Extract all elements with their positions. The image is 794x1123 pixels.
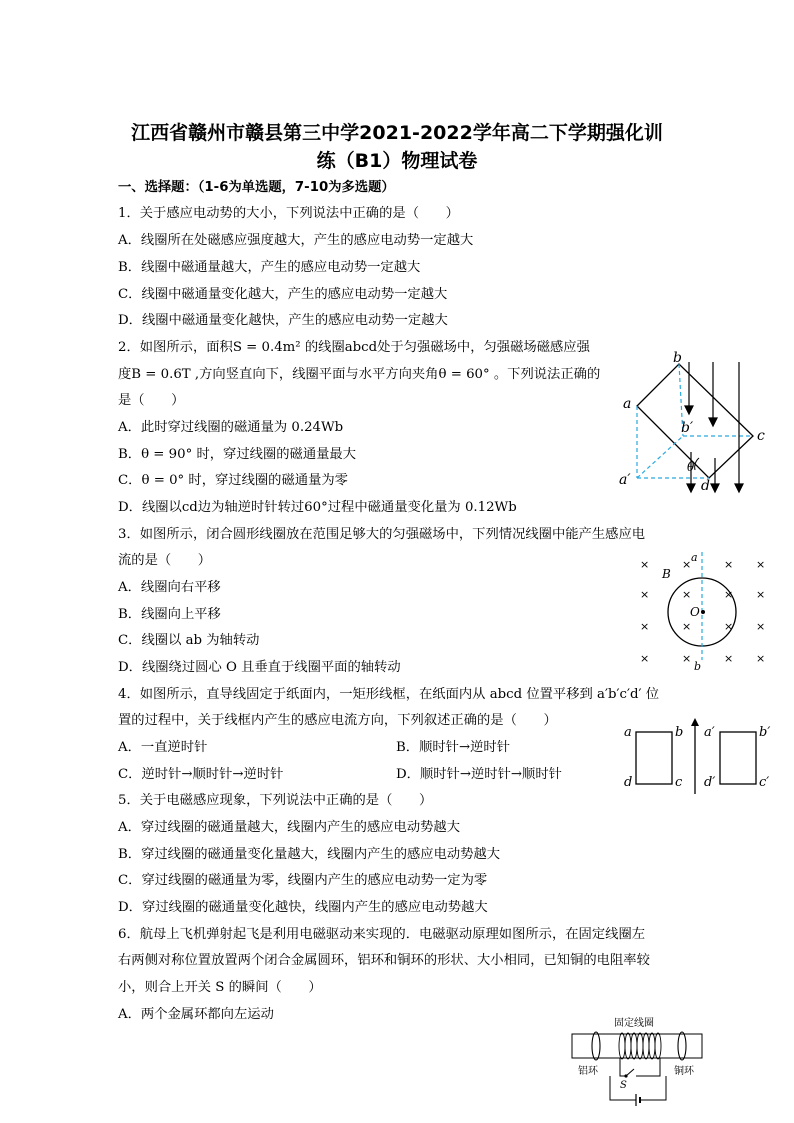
q3-field-cross: ×	[640, 652, 650, 665]
q4-option-c: C．逆时针→顺时针→逆时针	[118, 767, 284, 782]
q2-label-a: a	[623, 396, 632, 412]
q5-option-a: A．穿过线圈的磁通量越大，线圈内产生的感应电动势越大	[118, 820, 461, 835]
q4-label-c: c	[675, 775, 683, 790]
q2-option-c: C．θ = 0° 时，穿过线圈的磁通量为零	[118, 473, 348, 488]
q3-stem-line2: 流的是（ ）	[118, 553, 212, 568]
q3-field-cross: ×	[682, 620, 692, 633]
q2-label-theta: θ	[687, 460, 695, 474]
q1-stem: 1．关于感应电动势的大小，下列说法中正确的是（ ）	[118, 206, 459, 221]
q4-label-c-prime: c′	[759, 775, 770, 790]
q3-figure	[632, 548, 772, 674]
q3-field-cross: ×	[724, 620, 734, 633]
q6-label-aluminum-ring: 铝环	[578, 1066, 598, 1077]
q4-stem-line1: 4．如图所示，直导线固定于纸面内，一矩形线框，在纸面内从 abcd 位置平移到 a′b′c′d′ 位	[118, 687, 660, 702]
page-title-line1: 江西省赣州市赣县第三中学2021-2022学年高二下学期强化训	[131, 122, 663, 144]
q3-stem-line1: 3．如图所示，闭合圆形线圈放在范围足够大的匀强磁场中，下列情况线圈中能产生感应电	[118, 527, 646, 542]
q3-option-d: D．线圈绕过圆心 O 且垂直于线圈平面的轴转动	[118, 660, 401, 675]
q3-field-cross: ×	[640, 620, 650, 633]
q2-stem-line2: 度B = 0.6T ,方向竖直向下，线圈平面与水平方向夹角θ = 60° 。下列说法正确的	[118, 367, 601, 382]
q4-label-b: b	[675, 725, 684, 740]
q5-option-d: D．穿过线圈的磁通量变化越快，线圈内产生的感应电动势越大	[118, 900, 488, 915]
q4-stem-line2: 置的过程中，关于线框内产生的感应电流方向，下列叙述正确的是（ ）	[118, 713, 557, 728]
q3-option-b: B．线圈向上平移	[118, 607, 221, 622]
q3-field-cross: ×	[756, 652, 766, 665]
q3-option-c: C．线圈以 ab 为轴转动	[118, 633, 260, 648]
q3-field-cross: ×	[682, 652, 692, 665]
q3-label-b: b	[694, 660, 702, 673]
q3-label-B: B	[662, 567, 671, 581]
q4-option-b: B．顺时针→逆时针	[396, 740, 510, 755]
q3-field-cross: ×	[724, 558, 734, 571]
q1-option-c: C．线圈中磁通量变化越大，产生的感应电动势一定越大	[118, 287, 448, 302]
section-heading: 一、选择题：（1-6为单选题，7-10为多选题）	[118, 180, 395, 195]
q3-field-cross: ×	[756, 620, 766, 633]
page-title-line2: 练（B1）物理试卷	[316, 150, 478, 172]
q2-label-a-prime: a′	[619, 472, 631, 488]
q6-label-switch: S	[620, 1080, 627, 1091]
q1-option-d: D．线圈中磁通量变化越快，产生的感应电动势一定越大	[118, 313, 448, 328]
q3-field-cross: ×	[756, 588, 766, 601]
q2-stem-line1: 2．如图所示，面积S = 0.4m² 的线圈abcd处于匀强磁场中，匀强磁场磁感应强	[118, 340, 590, 355]
q2-label-b: b	[673, 350, 682, 366]
q4-label-a: a	[624, 725, 632, 740]
q6-label-coil: 固定线圈	[614, 1018, 654, 1029]
q2-option-b: B．θ = 90° 时，穿过线圈的磁通量最大	[118, 447, 357, 462]
q4-label-a-prime: a′	[704, 725, 715, 740]
q3-field-cross: ×	[756, 558, 766, 571]
q4-label-b-prime: b′	[759, 725, 771, 740]
q2-label-d: d	[701, 478, 710, 494]
q3-field-cross: ×	[640, 558, 650, 571]
q2-option-d: D．线圈以cd边为轴逆时针转过60°过程中磁通量变化量为 0.12Wb	[118, 500, 517, 515]
q3-label-a: a	[691, 551, 698, 564]
q4-label-d-prime: d′	[704, 775, 716, 790]
q2-figure	[615, 350, 775, 500]
q6-stem-line2: 右两侧对称位置放置两个闭合金属圆环，铝环和铜环的形状、大小相同，已知铜的电阻率较	[118, 953, 650, 968]
q4-option-a: A．一直逆时针	[118, 740, 208, 755]
q6-stem-line1: 6．航母上飞机弹射起飞是利用电磁驱动来实现的．电磁驱动原理如图所示，在固定线圈左	[118, 927, 646, 942]
q3-field-cross: ×	[682, 588, 692, 601]
q3-field-cross: ×	[724, 652, 734, 665]
q2-label-b-prime: b′	[681, 420, 694, 436]
q5-stem: 5．关于电磁感应现象，下列说法中正确的是（ ）	[118, 793, 433, 808]
q3-field-cross: ×	[640, 588, 650, 601]
q4-figure	[620, 716, 780, 798]
q2-label-c: c	[757, 428, 765, 444]
q5-option-b: B．穿过线圈的磁通量变化量越大，线圈内产生的感应电动势越大	[118, 847, 501, 862]
q4-option-d: D．顺时针→逆时针→顺时针	[396, 767, 562, 782]
q3-option-a: A．线圈向右平移	[118, 580, 221, 595]
q4-label-d: d	[624, 775, 633, 790]
q1-option-b: B．线圈中磁通量越大，产生的感应电动势一定越大	[118, 260, 421, 275]
q2-stem-line3: 是（ ）	[118, 393, 185, 408]
q1-option-a: A．线圈所在处磁感应强度越大，产生的感应电动势一定越大	[118, 233, 474, 248]
q3-field-cross: ×	[682, 558, 692, 571]
q6-stem-line3: 小，则合上开关 S 的瞬间（ ）	[118, 980, 322, 995]
q3-field-cross: ×	[724, 588, 734, 601]
q3-label-O: O	[690, 605, 700, 619]
q5-option-c: C．穿过线圈的磁通量为零，线圈内产生的感应电动势一定为零	[118, 873, 488, 888]
q6-label-copper-ring: 铜环	[674, 1066, 694, 1077]
q6-option-a: A．两个金属环都向左运动	[118, 1007, 274, 1022]
q2-option-a: A．此时穿过线圈的磁通量为 0.24Wb	[118, 420, 344, 435]
q6-figure	[570, 1014, 710, 1118]
